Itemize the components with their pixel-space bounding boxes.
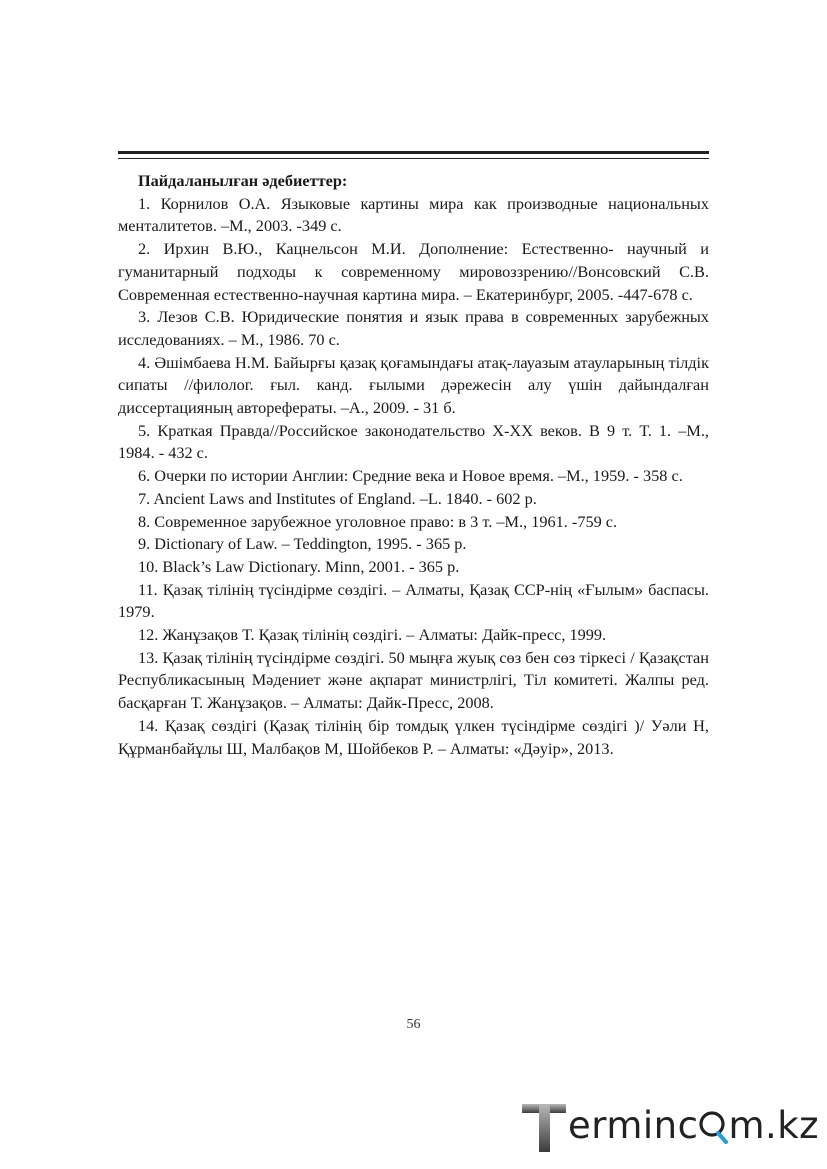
reference-item: 9. Dictionary of Law. – Teddington, 1995. - 365 p. bbox=[138, 534, 467, 554]
magnifier-icon bbox=[698, 1108, 728, 1144]
reference-item: 13. Қазақ тілінің түсіндірме сөздігі. 50 мыңға жуық сөз бен сөз тіркесі / Қазақстан Республикасының Мәдениет және ақпарат министрлігі, Тіл комитеті. Жалпы ред. басқарған Т. Жанұзақов. – Алматы: Дайк-Пресс, 2008. bbox=[118, 647, 709, 713]
reference-item: 6. Очерки по истории Англии: Средние века и Новое время. –М., 1959. - 358 с. bbox=[138, 466, 683, 486]
reference-item: 7. Ancient Laws and Institutes of England. –L. 1840. - 602 p. bbox=[138, 488, 537, 508]
reference-item: 5. Краткая Правда//Российское законодательство X-XX веков. В 9 т. Т. 1. –М., 1984. - 432 с. bbox=[118, 420, 709, 463]
logo-t-icon bbox=[522, 1102, 568, 1154]
bibliography-section bbox=[118, 170, 709, 760]
reference-item: 11. Қазақ тілінің түсіндірме сөздігі. – Алматы, Қазақ ССР-нің «Ғылым» баспасы. 1979. bbox=[118, 579, 709, 622]
header-rule-thin bbox=[118, 158, 709, 159]
termincom-watermark-logo bbox=[522, 1098, 818, 1154]
reference-item: 8. Современное зарубежное уголовное право: в 3 т. –М., 1961. -759 с. bbox=[138, 511, 618, 531]
watermark-text-part: erminc bbox=[568, 1104, 699, 1147]
bibliography-heading: Пайдаланылған әдебиеттер: bbox=[138, 171, 348, 190]
reference-item: 1. Корнилов О.А. Языковые картины мира как производные национальных менталитетов. –М., 2003. -349 с. bbox=[118, 193, 709, 236]
reference-item: 12. Жанұзақов Т. Қазақ тілінің сөздігі. – Алматы: Дайк-пресс, 1999. bbox=[138, 625, 607, 645]
reference-item: 2. Ирхин В.Ю., Кацнельсон М.И. Дополнение: Естественно- научный и гуманитарный подходы к современному мировоззрению//Вонсовский С.В. Современная естественно-научная картина мира. – Екатеринбург, 2005. -447-678 с. bbox=[118, 239, 709, 304]
reference-item: 14. Қазақ сөздігі (Қазақ тілінің бір томдық үлкен түсіндірме сөздігі )/ Уәли Н, Құрманбайұлы Ш, Малбақов М, Шойбеков Р. – Алматы: «Дәуір», 2013. bbox=[118, 715, 709, 758]
watermark-text bbox=[568, 1104, 819, 1148]
reference-item: 4. Әшімбаева Н.М. Байырғы қазақ қоғамындағы атақ-лауазым атауларының тілдік сипаты //филолог. ғыл. канд. ғылыми дәрежесін алу үшін дайындалған диссертацияның авторефераты. –А., 2009. - 31 б. bbox=[118, 352, 709, 418]
reference-item: 10. Black’s Law Dictionary. Minn, 2001. - 365 p. bbox=[138, 556, 460, 576]
header-rule-thick bbox=[118, 151, 709, 154]
reference-item: 3. Лезов С.В. Юридические понятия и язык права в современных зарубежных исследованиях. – М., 1986. 70 с. bbox=[118, 307, 709, 349]
page-number: 56 bbox=[406, 1017, 421, 1032]
watermark-text-part: m.kz bbox=[728, 1104, 820, 1147]
